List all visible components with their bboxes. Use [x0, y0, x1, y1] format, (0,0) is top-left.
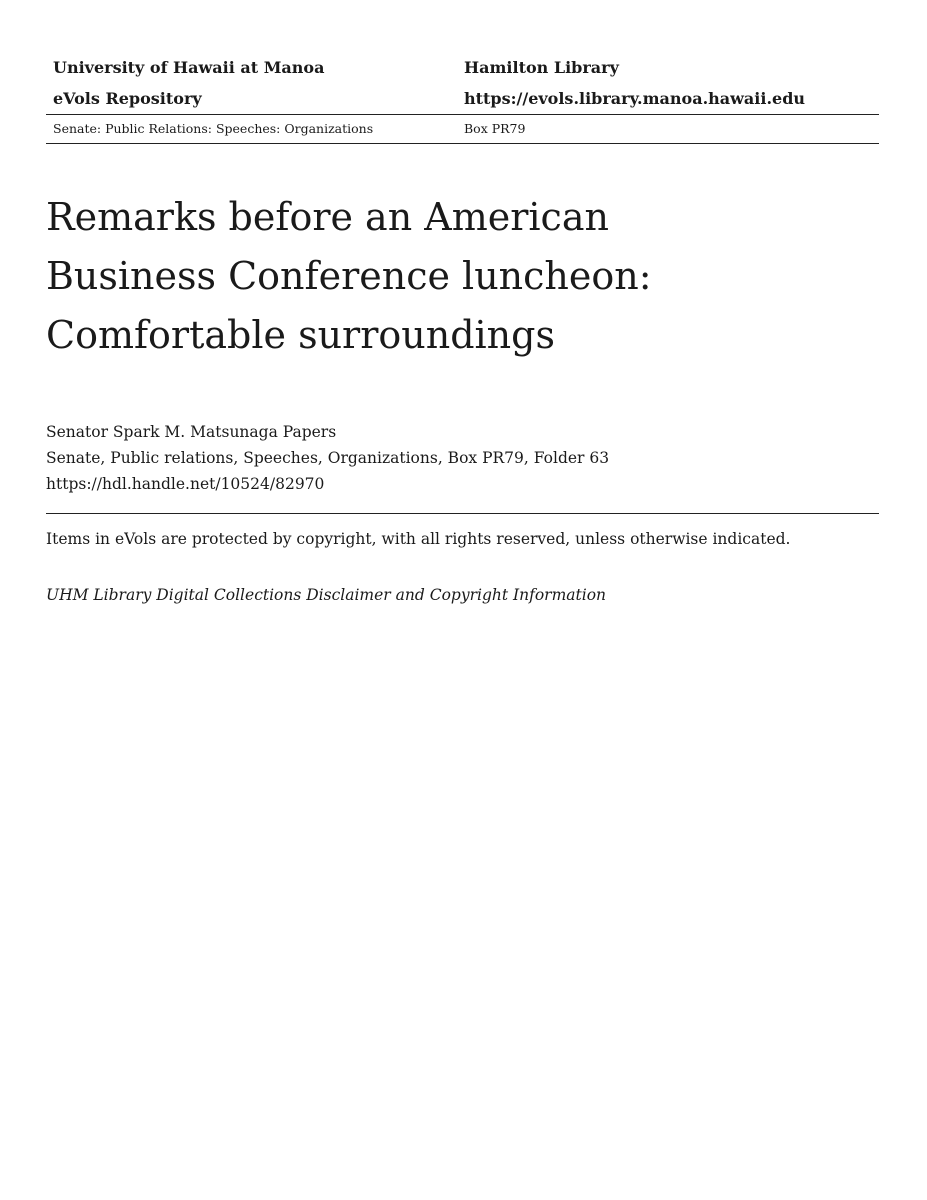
repository-name: eVols Repository: [53, 89, 202, 108]
folder-location: Senate, Public relations, Speeches, Organizations, Box PR79, Folder 63: [46, 449, 610, 467]
title-line: Comfortable surroundings: [46, 313, 555, 357]
library-name: Hamilton Library: [464, 58, 619, 77]
document-header: [46, 52, 879, 144]
content-divider: [46, 513, 879, 514]
header-sub-row: [46, 115, 879, 143]
header-row-top: [46, 52, 879, 83]
document-title: [46, 188, 806, 365]
header-divider-bottom: [46, 143, 879, 144]
disclaimer-link[interactable]: UHM Library Digital Collections Disclaimer and Copyright Information: [46, 586, 607, 604]
box-label: Box PR79: [464, 121, 526, 136]
document-metadata: [46, 419, 609, 497]
collection-path: Senate: Public Relations: Speeches: Organizations: [53, 121, 374, 136]
collection-name: Senator Spark M. Matsunaga Papers: [46, 423, 337, 441]
handle-link[interactable]: https://hdl.handle.net/10524/82970: [46, 475, 325, 493]
institution-name: University of Hawaii at Manoa: [53, 58, 325, 77]
header-row-second: [46, 83, 879, 114]
title-line: Remarks before an American: [46, 195, 609, 239]
repository-url[interactable]: https://evols.library.manoa.hawaii.edu: [464, 89, 806, 108]
title-line: Business Conference luncheon:: [46, 254, 652, 298]
copyright-notice: Items in eVols are protected by copyright, with all rights reserved, unless otherwise indicated.: [46, 530, 791, 548]
